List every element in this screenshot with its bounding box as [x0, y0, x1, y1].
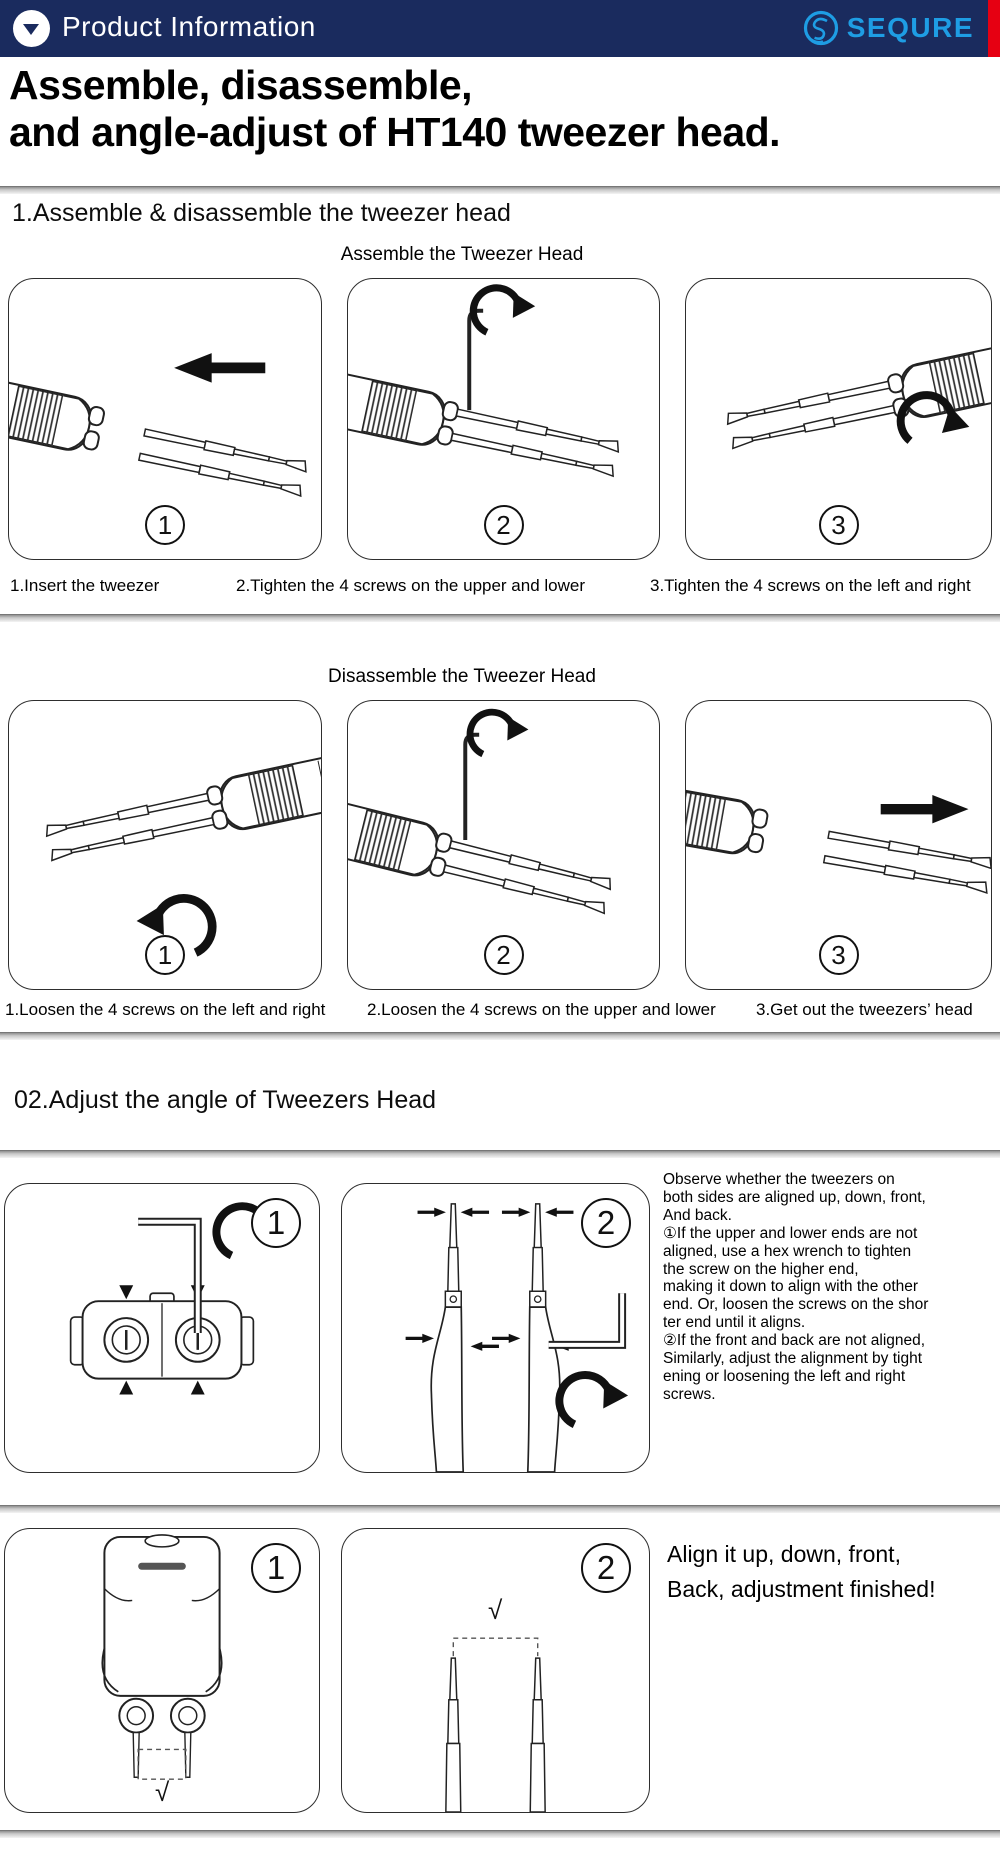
- disassemble-title: Disassemble the Tweezer Head: [328, 666, 596, 687]
- note-line: the screw on the higher end,: [663, 1260, 859, 1278]
- divider: [0, 186, 1000, 194]
- aligned-tips-panel: [341, 1528, 650, 1813]
- check-mark: √: [488, 1595, 503, 1625]
- disassemble-step3-panel: [685, 700, 992, 990]
- assemble-step1-caption: 1.Insert the tweezer: [10, 576, 160, 595]
- note-line: And back.: [663, 1206, 732, 1224]
- step-number: 1: [145, 505, 185, 545]
- step-number: 2: [581, 1198, 631, 1248]
- page-title: [9, 62, 780, 156]
- note-line: ening or loosening the left and right: [663, 1367, 906, 1385]
- assemble-step2-panel: [347, 278, 660, 560]
- page-title-line2: and angle-adjust of HT140 tweezer head.: [9, 109, 781, 155]
- check-mark: √: [155, 1777, 170, 1807]
- step-number: 3: [819, 935, 859, 975]
- align-note-line2: Back, adjustment finished!: [667, 1576, 936, 1602]
- note-line: ①If the upper and lower ends are not: [663, 1224, 918, 1242]
- adjust-step1-panel: [4, 1183, 320, 1473]
- step-number: 2: [484, 505, 524, 545]
- note-line: making it down to align with the other: [663, 1278, 919, 1296]
- disassemble-step2-caption: 2.Loosen the 4 screws on the upper and lower: [367, 1000, 716, 1019]
- note-line: Similarly, adjust the alignment by tight: [663, 1350, 923, 1368]
- note-line: end. Or, loosen the screws on the shor: [663, 1296, 929, 1314]
- page-header: [0, 0, 1000, 57]
- divider: [0, 1032, 1000, 1040]
- aligned-front-panel: [4, 1528, 320, 1813]
- chevron-down-icon: [13, 10, 50, 47]
- brand-logo: [801, 8, 974, 48]
- adjustment-notes: [663, 1171, 1000, 1404]
- step-number: 2: [581, 1543, 631, 1593]
- divider: [0, 1830, 1000, 1838]
- note-line: screws.: [663, 1385, 716, 1403]
- divider: [0, 1505, 1000, 1513]
- assemble-step1-panel: [8, 278, 322, 560]
- header-title: Product Information: [62, 11, 316, 42]
- section1-heading: 1.Assemble & disassemble the tweezer head: [12, 199, 511, 227]
- assemble-step3-caption: 3.Tighten the 4 screws on the left and right: [650, 576, 971, 595]
- disassemble-step3-caption: 3.Get out the tweezers’ head: [756, 1000, 973, 1019]
- sequre-logo-icon: [801, 8, 841, 48]
- divider: [0, 614, 1000, 622]
- step-number: 1: [251, 1543, 301, 1593]
- note-line: ②If the front and back are not aligned,: [663, 1332, 926, 1350]
- note-line: ter end until it aligns.: [663, 1314, 806, 1332]
- step-number: 3: [819, 505, 859, 545]
- assemble-title: Assemble the Tweezer Head: [340, 244, 584, 265]
- alignment-finished-note: [667, 1537, 935, 1607]
- align-note-line1: Align it up, down, front,: [667, 1541, 901, 1567]
- step-number: 1: [145, 935, 185, 975]
- note-line: aligned, use a hex wrench to tighten: [663, 1242, 912, 1260]
- note-line: both sides are aligned up, down, front,: [663, 1188, 926, 1206]
- disassemble-step2-panel: [347, 700, 660, 990]
- note-line: Observe whether the tweezers on: [663, 1171, 895, 1188]
- step-number: 1: [251, 1198, 301, 1248]
- adjust-step2-panel: [341, 1183, 650, 1473]
- step-number: 2: [484, 935, 524, 975]
- disassemble-step1-panel: [8, 700, 322, 990]
- disassemble-step1-caption: 1.Loosen the 4 screws on the left and right: [5, 1000, 326, 1019]
- header-accent-bar: [988, 0, 1000, 57]
- page-title-line1: Assemble, disassemble,: [9, 62, 473, 108]
- section2-heading: 02.Adjust the angle of Tweezers Head: [14, 1086, 437, 1114]
- brand-name: SEQURE: [846, 12, 974, 43]
- assemble-step2-caption: 2.Tighten the 4 screws on the upper and lower: [236, 576, 586, 595]
- assemble-step3-panel: [685, 278, 992, 560]
- divider: [0, 1150, 1000, 1158]
